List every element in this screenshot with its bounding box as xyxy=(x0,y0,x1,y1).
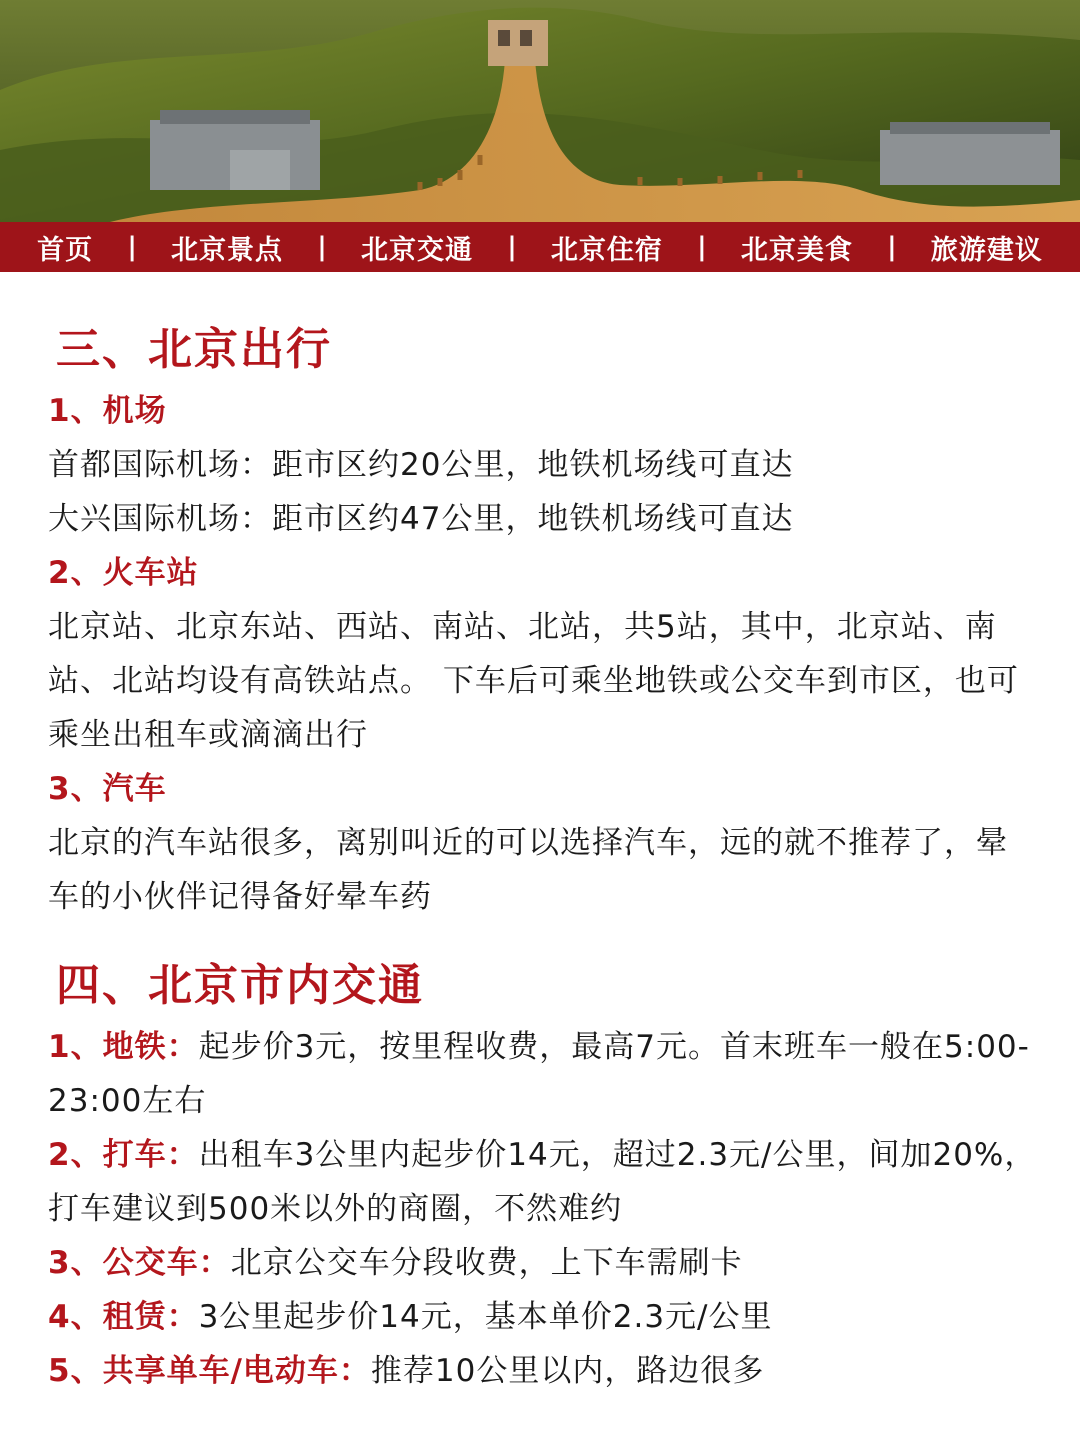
transport-item-text: 推荐10公里以内，路边很多 xyxy=(370,1353,765,1389)
nav-item-attractions[interactable]: 北京景点 xyxy=(171,234,284,266)
transport-item-label: 4、租赁： xyxy=(48,1299,199,1335)
transport-item-taxi xyxy=(48,1128,1038,1236)
transport-item-bus xyxy=(48,1236,1038,1290)
transport-item-text: 起步价3元，按里程收费，最高7元。首末班车一般在5:00-23:00左右 xyxy=(48,1029,1030,1119)
nav-separator: | xyxy=(127,232,137,262)
header-photo-great-wall xyxy=(0,0,1080,222)
train-station-text: 北京站、北京东站、西站、南站、北站，共5站，其中，北京站、南站、北站均设有高铁站点。 下车后可乘坐地铁或公交车到市区，也可乘坐出租车或滴滴出行 xyxy=(48,609,1019,753)
transport-item-rental xyxy=(48,1290,1038,1344)
airport-heading: 1、机场 xyxy=(48,393,167,429)
transport-item-label: 2、打车： xyxy=(48,1137,199,1173)
airport-line-daxing: 大兴国际机场：距市区约47公里，地铁机场线可直达 xyxy=(48,501,794,537)
nav-separator: | xyxy=(507,232,517,262)
nav-item-travel-tips[interactable]: 旅游建议 xyxy=(930,234,1043,266)
transport-item-label: 1、地铁： xyxy=(48,1029,199,1065)
transport-item-shared-bike xyxy=(48,1344,1038,1398)
nav-separator: | xyxy=(887,232,897,262)
nav-item-transport[interactable]: 北京交通 xyxy=(360,234,473,266)
nav-item-accommodation[interactable]: 北京住宿 xyxy=(550,234,663,266)
transport-item-label: 5、共享单车/电动车： xyxy=(48,1353,371,1389)
nav-item-food[interactable]: 北京美食 xyxy=(740,234,853,266)
train-station-heading: 2、火车站 xyxy=(48,555,199,591)
transport-item-subway xyxy=(48,1020,1038,1128)
article-content xyxy=(48,322,1038,1398)
transport-item-text: 3公里起步价14元，基本单价2.3元/公里 xyxy=(198,1299,773,1335)
nav-item-home[interactable]: 首页 xyxy=(37,234,94,266)
nav-separator: | xyxy=(317,232,327,262)
coach-text: 北京的汽车站很多，离别叫近的可以选择汽车，远的就不推荐了，晕车的小伙伴记得备好晕车药 xyxy=(48,825,1008,915)
transport-item-text: 北京公交车分段收费，上下车需刷卡 xyxy=(230,1245,743,1281)
airport-line-capital: 首都国际机场：距市区约20公里，地铁机场线可直达 xyxy=(48,447,794,483)
coach-heading: 3、汽车 xyxy=(48,771,167,807)
section-title-getting-around: 三、北京出行 xyxy=(56,324,332,375)
transport-item-text: 出租车3公里内起步价14元，超过2.3元/公里，间加20%，打车建议到500米以外的商圈，不然难约 xyxy=(48,1137,1037,1227)
transport-item-label: 3、公交车： xyxy=(48,1245,231,1281)
nav-separator: | xyxy=(697,232,707,262)
top-nav-bar xyxy=(0,222,1080,272)
section-title-city-transport: 四、北京市内交通 xyxy=(56,960,424,1011)
